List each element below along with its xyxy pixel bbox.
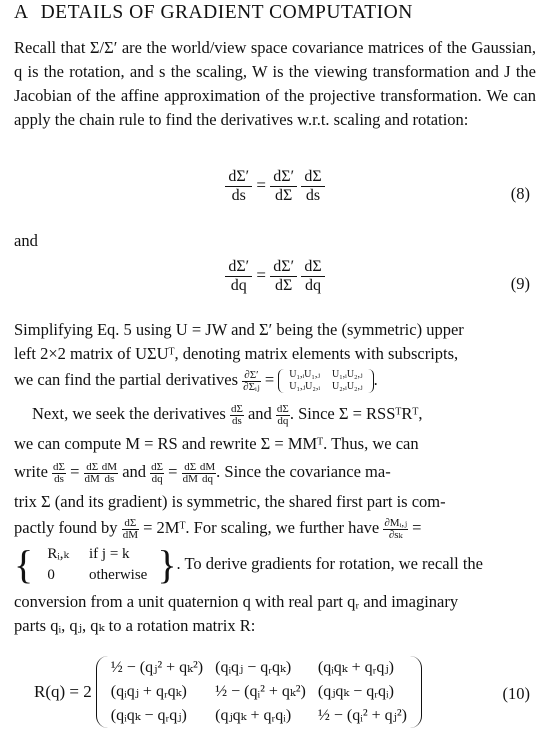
eq8-lhs: $\frac{d\Sigma'}{ds}$ xyxy=(225,168,252,205)
eq8-rhs-2: $\frac{d\Sigma}{ds}$ xyxy=(301,168,324,205)
eq9-number: (9) xyxy=(510,274,530,293)
para2-line2: left 2×2 matrix of UΣUᵀ, denoting matrix elements with subscripts, xyxy=(14,344,459,363)
eq10-number: (10) xyxy=(502,684,530,703)
para3-line7: conversion from a unit quaternion q with real part qᵣ and imaginary xyxy=(14,592,459,611)
para3-line4: trix Σ (and its gradient) is symmetric, the shared first part is com- xyxy=(14,492,446,511)
para2-line1: Simplifying Eq. 5 using U = JW and Σ′ being the (symmetric) upper xyxy=(14,320,464,339)
eq9-rhs-1: $\frac{d\Sigma'}{d\Sigma}$ xyxy=(270,258,297,295)
cases-block: Rᵢ,ₖ if j = k 0 otherwise xyxy=(47,546,148,583)
eq8-rhs-1: $\frac{d\Sigma'}{d\Sigma}$ xyxy=(270,168,297,205)
para3-line1: Next, we seek the derivatives $\frac{d\Sigma}{ds}$ and $\frac{d\Sigma}{dq}$ . Since Σ = RSSᵀRᵀ, xyxy=(32,402,423,427)
para3-line6: { Rᵢ,ₖ if j = k 0 otherwise }. To derive gradients for rotation, we recall the xyxy=(14,542,483,587)
eq9-lhs: $\frac{d\Sigma'}{dq}$ xyxy=(225,258,252,295)
para3-line8: parts qᵢ, qⱼ, qₖ to a rotation matrix R: xyxy=(14,616,256,635)
para3-line2: we can compute M = RS and rewrite Σ = MMᵀ. Thus, we can xyxy=(14,434,419,453)
equation-10: R(q) = 2 ½ − (qⱼ² + qₖ²) (qᵢqⱼ − qᵣqₖ) (qᵢqₖ + qᵣqⱼ) (qᵢqⱼ + qᵣqₖ) ½ − (qᵢ² + qₖ²) (qⱼqₖ − qᵣqᵢ) (qᵢqₖ − qᵣqⱼ) (qⱼqₖ + qᵣqᵢ) ½ − (qᵢ² + qⱼ²) (10) xyxy=(14,652,536,744)
eq9-rhs-2: $\frac{d\Sigma}{dq}$ xyxy=(301,258,324,295)
equation-9: $\frac{d\Sigma'}{dq}$ = $\frac{d\Sigma'}{d\Sigma}$ $\frac{d\Sigma}{dq}$ (9) xyxy=(14,258,536,314)
section-title: DETAILS OF GRADIENT COMPUTATION xyxy=(40,2,413,23)
eq8-number: (8) xyxy=(510,184,530,203)
para3-line5: pactly found by $\frac{d\Sigma}{dM}$ = 2Mᵀ. For scaling, we further have $\frac{\text{∂Mᵢ,ⱼ}}{\text{∂sₖ}}$ = xyxy=(14,516,422,541)
para3-line3: write $\frac{d\Sigma}{ds}$ = $\frac{d\Sigma}{dM}$ $\frac{dM}{ds}$ and $\frac{d\Sigma}{dq}$ = $\frac{d\Sigma}{dM}$ $\frac{dM}{dq}$ . Since the covariance ma- xyxy=(14,460,391,485)
para2-line3: we can find the partial derivatives ∂Σ′ ∂Σᵢⱼ = U₁,ᵢU₁,ⱼ U₁,ᵢU₂,ⱼ U₁,ⱼU₂,ᵢ U₂,ᵢU₂,ⱼ . xyxy=(14,368,378,393)
equation-8: $\frac{d\Sigma'}{ds}$ = $\frac{d\Sigma'}{d\Sigma}$ $\frac{d\Sigma}{ds}$ (8) xyxy=(14,168,536,224)
paragraph-intro: Recall that Σ/Σ′ are the world/view space covariance matrices of the Gaussian, q is the rotation, and s the scaling, W is the viewing transformation and J the Jacobian of the affine approximation of the projective transformation. We can apply the chain rule to find the derivatives w.r.t. scaling and rotation: xyxy=(14,38,536,129)
partial-derivative-matrix: U₁,ᵢU₁,ⱼ U₁,ᵢU₂,ⱼ U₁,ⱼU₂,ᵢ U₂,ᵢU₂,ⱼ xyxy=(278,369,373,393)
rotation-matrix: ½ − (qⱼ² + qₖ²) (qᵢqⱼ − qᵣqₖ) (qᵢqₖ + qᵣqⱼ) (qᵢqⱼ + qᵣqₖ) ½ − (qᵢ² + qₖ²) (qⱼqₖ − qᵣqᵢ) (qᵢqₖ − qᵣqⱼ) (qⱼqₖ + qᵣqᵢ) ½ − (qᵢ² + qⱼ²) xyxy=(96,656,422,728)
section-number: A xyxy=(14,2,29,23)
connector-and: and xyxy=(14,231,38,250)
partial-sigma-fraction: ∂Σ′ ∂Σᵢⱼ xyxy=(243,368,260,393)
section-heading xyxy=(14,2,413,24)
